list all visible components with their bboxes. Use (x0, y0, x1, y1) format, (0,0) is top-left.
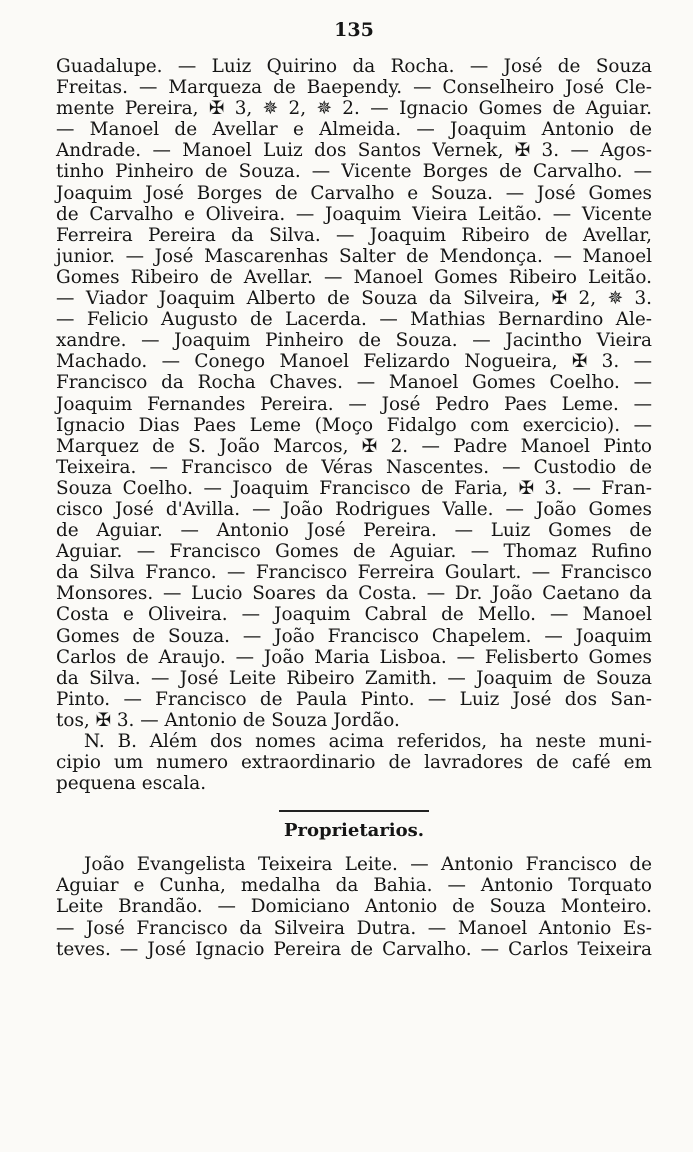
text-line: — Viador Joaquim Alberto de Souza da Silveira, ✠ 2, ✵ 3. (56, 288, 652, 310)
text-line: Aguiar. — Francisco Gomes de Aguiar. — Thomaz Rufino (56, 541, 652, 563)
text-line: Machado. — Conego Manoel Felizardo Nogueira, ✠ 3. — (56, 351, 652, 373)
text-line: Gomes Ribeiro de Avellar. — Manoel Gomes Ribeiro Leitão. (56, 266, 652, 288)
section-divider (279, 810, 429, 812)
text-line: cipio um numero extraordinario de lavradores de café em (56, 752, 652, 774)
text-line: tinho Pinheiro de Souza. — Vicente Borges de Carvalho. — (56, 161, 652, 183)
text-line: Monsores. — Lucio Soares da Costa. — Dr. João Caetano da (56, 583, 652, 605)
section-heading: Proprietarios. (283, 820, 425, 842)
text-line: Aguiar e Cunha, medalha da Bahia. — Antonio Torquato (56, 875, 652, 897)
text-line: teves. — José Ignacio Pereira de Carvalho. — Carlos Teixeira (56, 938, 652, 960)
text-line: Joaquim Fernandes Pereira. — José Pedro Paes Leme. — (56, 393, 652, 415)
text-line: — José Francisco da Silveira Dutra. — Manoel Antonio Es- (56, 917, 652, 939)
text-line: mente Pereira, ✠ 3, ✵ 2, ✵ 2. — Ignacio Gomes de Aguiar. (56, 98, 652, 120)
page-number: 135 (334, 19, 374, 41)
text-line: Guadalupe. — Luiz Quirino da Rocha. — José de Souza (56, 56, 652, 77)
text-line: Gomes de Souza. — João Francisco Chapelem. — Joaquim (56, 625, 652, 647)
text-line: Joaquim José Borges de Carvalho e Souza. — José Gomes (56, 182, 652, 204)
text-line: da Silva. — José Leite Ribeiro Zamith. — Joaquim de Souza (56, 667, 652, 689)
text-line: Souza Coelho. — Joaquim Francisco de Faria, ✠ 3. — Fran- (56, 477, 652, 499)
text-line: tos, ✠ 3. — Antonio de Souza Jordão. (56, 709, 400, 731)
text-line: Andrade. — Manoel Luiz dos Santos Vernek, ✠ 3. — Agos- (56, 140, 652, 162)
text-line: Costa e Oliveira. — Joaquim Cabral de Mello. — Manoel (56, 604, 652, 626)
text-line: cisco José d'Avilla. — João Rodrigues Valle. — João Gomes (56, 498, 652, 520)
text-line: Pinto. — Francisco de Paula Pinto. — Luiz José dos San- (56, 688, 652, 710)
text-line: João Evangelista Teixeira Leite. — Antonio Francisco de (84, 854, 652, 876)
text-line: de Aguiar. — Antonio José Pereira. — Luiz Gomes de (56, 520, 652, 542)
text-line: Leite Brandão. — Domiciano Antonio de Souza Monteiro. (56, 896, 652, 918)
names-paragraph (56, 56, 652, 731)
proprietarios-paragraph (56, 854, 652, 959)
text-line: pequena escala. (56, 773, 207, 795)
text-line: Carlos de Araujo. — João Maria Lisboa. — Felisberto Gomes (56, 646, 652, 668)
text-line: xandre. — Joaquim Pinheiro de Souza. — Jacintho Vieira (56, 330, 652, 352)
text-line: Ferreira Pereira da Silva. — Joaquim Ribeiro de Avellar, (56, 224, 652, 246)
text-line: N. B. Além dos nomes acima referidos, ha neste muni- (84, 731, 652, 752)
text-line: — Manoel de Avellar e Almeida. — Joaquim Antonio de (56, 119, 652, 141)
text-line: da Silva Franco. — Francisco Ferreira Goulart. — Francisco (56, 562, 652, 584)
text-line: — Felicio Augusto de Lacerda. — Mathias Bernardino Ale- (56, 309, 652, 331)
text-line: Teixeira. — Francisco de Véras Nascentes. — Custodio de (56, 456, 652, 478)
text-line: de Carvalho e Oliveira. — Joaquim Vieira Leitão. — Vicente (56, 203, 652, 225)
text-line: Ignacio Dias Paes Leme (Moço Fidalgo com exercicio). — (56, 414, 652, 436)
text-line: Francisco da Rocha Chaves. — Manoel Gomes Coelho. — (56, 372, 652, 394)
nota-bene-paragraph (56, 731, 652, 794)
text-line: junior. — José Mascarenhas Salter de Mendonça. — Manoel (56, 245, 652, 267)
text-line: Marquez de S. João Marcos, ✠ 2. — Padre Manoel Pinto (56, 435, 652, 457)
book-page (56, 18, 652, 960)
text-line: Freitas. — Marqueza de Baependy. — Conselheiro José Cle- (56, 77, 652, 99)
